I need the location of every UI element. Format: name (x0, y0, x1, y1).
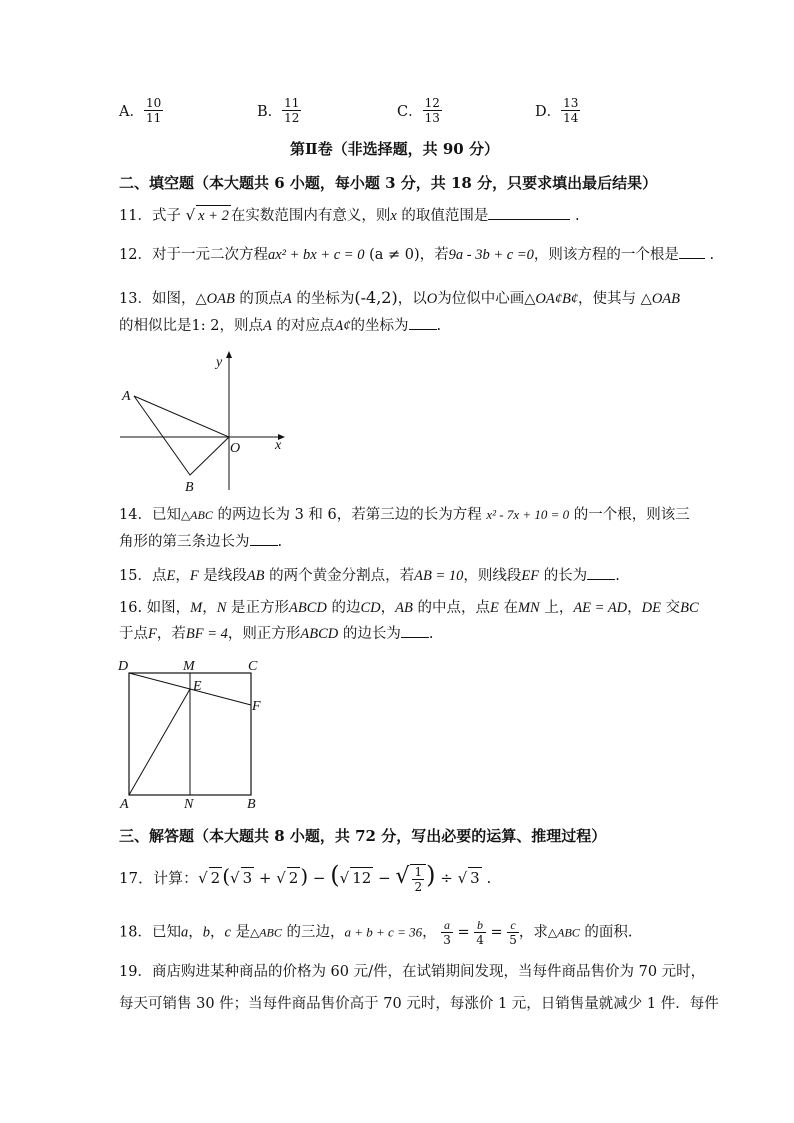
label-a: A (120, 797, 129, 810)
sqrt-symbol: √ (185, 206, 196, 224)
question-13-line1: 13．如图，△OAB 的顶点A 的坐标为(-4,2)，以O为位似中心画△OA¢B¢，使其与 △OAB (119, 288, 680, 307)
question-12: 12．对于一元二次方程ax² + bx + c = 0 (a ≠ 0)，若9a - 3b + c =0，则该方程的一个根是 . (119, 247, 715, 263)
answer-blank (409, 329, 437, 330)
choice-a-fraction: $\frac{10}{11}$ (145, 96, 162, 125)
choice-d-fraction: $\frac{13}{14}$ (563, 96, 579, 125)
label-b: B (247, 797, 256, 810)
choice-a: A． $\frac{10}{11}$ (119, 96, 162, 125)
question-16-line1: 16. 如图，M，N 是正方形ABCD 的边CD，AB 的中点，点E 在MN 上，AE = AD，DE 交BC (119, 600, 699, 616)
question-15: 15．点E，F 是线段AB 的两个黄金分割点，若AB = 10，则线段EF 的长为 . (119, 568, 620, 584)
question-13-line2: 的相似比是1: 2，则点A 的对应点A¢的坐标为 . (119, 318, 442, 334)
label-e: E (193, 679, 202, 694)
question-18: 18．已知a，b，c 是△ABC 的三边，a + b + c = 36， $\frac{a}{3}$ = $\frac{b}{4}$ = $\frac{c}{5}$ ，求△ABC 的面积. (119, 918, 633, 947)
answer-blank (401, 637, 429, 638)
label-y: y (216, 355, 223, 370)
label-n: N (184, 797, 194, 810)
question-16-line2: 于点F，若BF = 4，则正方形ABCD 的边长为 . (119, 626, 434, 642)
figure-16-square-diagram (115, 655, 275, 810)
label-x: x (275, 438, 282, 453)
choice-c-fraction: $\frac{12}{13}$ (424, 96, 440, 125)
choice-d: D． $\frac{13}{14}$ (535, 96, 579, 125)
label-m: M (183, 659, 195, 674)
label-b: B (185, 480, 194, 495)
label-c: C (248, 659, 258, 674)
label-f: F (252, 699, 261, 714)
answer-blank (587, 579, 615, 580)
question-17: 17．计算：√ 2 (√ 3 + √ 2 ) − (√ 12 − √ $\frac{1}{2}$ ) ÷ √ 3 . (119, 861, 492, 894)
question-14-line1: 14．已知△ABC 的两边长为 3 和 6，若第三边的长为方程 x² - 7x + 10 = 0 的一个根，则该三 (119, 507, 690, 523)
answer-blank (679, 258, 705, 259)
triangle-oab (134, 396, 229, 475)
section3-heading: 三、解答题（本大题共 8 小题，共 72 分，写出必要的运算、推理过程） (119, 827, 607, 845)
label-a: A (122, 389, 131, 404)
answer-blank (488, 219, 570, 220)
figure-13-coordinate-diagram (110, 350, 290, 495)
section2-heading: 二、填空题（本大题共 6 小题，每小题 3 分，共 18 分，只要求填出最后结果） (119, 174, 658, 192)
label-o: O (230, 441, 241, 456)
choice-c: C． $\frac{12}{13}$ (397, 96, 440, 125)
answer-blank (250, 545, 278, 546)
question-11: 11．式子 √ x + 2 在实数范围内有意义，则x 的取值范围是 . (119, 206, 580, 224)
label-d: D (118, 659, 129, 674)
part2-title: 第Ⅱ卷（非选择题，共 90 分） (290, 140, 499, 158)
choice-b: B． $\frac{11}{12}$ (257, 96, 300, 125)
question-14-line2: 角形的第三条边长为 . (119, 534, 283, 550)
choice-b-fraction: $\frac{11}{12}$ (284, 96, 300, 125)
y-axis-arrow (226, 351, 232, 358)
question-19-line1: 19．商店购进某种商品的价格为 60 元/件，在试销期间发现，当每件商品售价为 70 元时， (119, 964, 706, 980)
question-19-line2: 每天可销售 30 件；当每件商品售价高于 70 元时，每涨价 1 元，日销售量就减少 1 件．每件 (119, 996, 719, 1012)
segment-ae (129, 689, 190, 795)
